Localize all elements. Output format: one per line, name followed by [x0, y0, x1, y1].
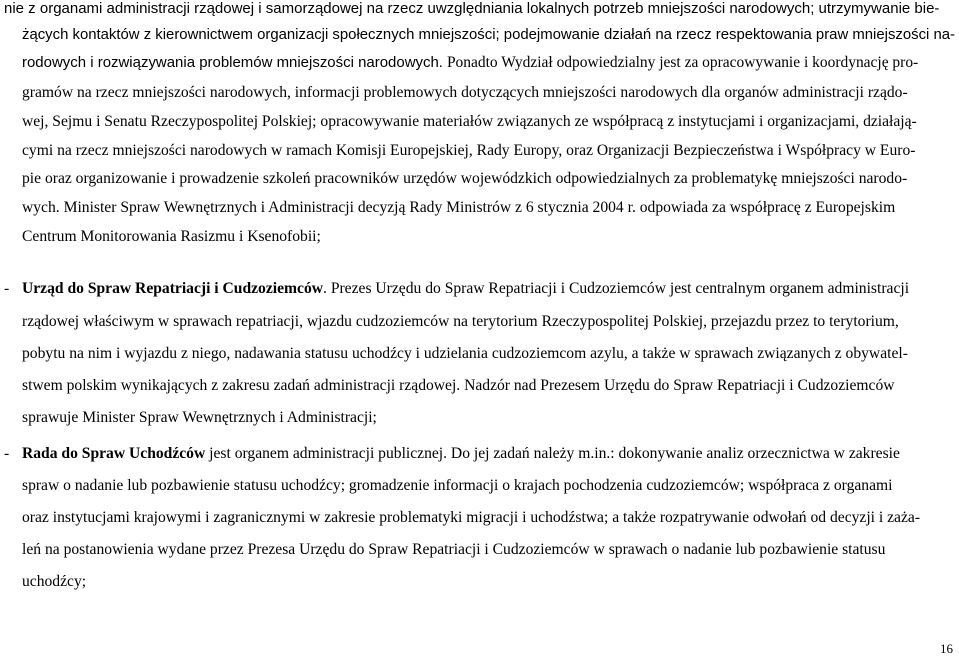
paragraph-2-bold-lead: Urząd do Spraw Repatriacji i Cudzoziemców	[22, 280, 324, 297]
paragraph-1-line-5: wej, Sejmu i Senatu Rzeczypospolitej Polskiej; opracowywanie materiałów związanych ze współpracą z instytucjami i organizacjami, działają-	[22, 113, 917, 130]
paragraph-2-line-3: pobytu na nim i wyjazdu z niego, nadawania statusu uchodźcy i udzielania cudzoziemcom azylu, a także w sprawach związanych z obywatel-	[22, 345, 908, 362]
paragraph-1-line-3-head: rodowych i rozwiązywania problemów mniejszości narodowych.	[22, 54, 443, 71]
paragraph-2-line-2: rządowej właściwym w sprawach repatriacji, wjazdu cudzoziemców na terytorium Rzeczypospolitej Polskiej, przejazdu przez to terytorium,	[22, 313, 899, 330]
paragraph-3-line-1	[22, 443, 900, 465]
page-number: 16	[940, 641, 953, 656]
paragraph-2-dash: -	[4, 280, 10, 297]
paragraph-2-line-1	[22, 278, 909, 300]
paragraph-3-line-2: spraw o nadanie lub pozbawienie statusu uchodźcy; gromadzenie informacji o krajach pochodzenia cudzoziemców; współpraca z organami	[22, 477, 893, 494]
paragraph-2-line-1-rest: . Prezes Urzędu do Spraw Repatriacji i Cudzoziemców jest centralnym organem administracji	[323, 280, 910, 297]
paragraph-1-line-4: gramów na rzecz mniejszości narodowych, informacji problemowych dotyczących mniejszości narodowych dla organów administracji rządo-	[22, 84, 908, 101]
paragraph-1-line-9: Centrum Monitorowania Rasizmu i Ksenofobii;	[22, 228, 321, 245]
paragraph-1-line-2: żących kontaktów z kierownictwem organizacji społecznych mniejszości; podejmowanie działań na rzecz respektowania praw mniejszości na-	[22, 26, 956, 43]
paragraph-1-line-3	[22, 52, 955, 74]
paragraph-3-line-3: oraz instytucjami krajowymi i zagranicznymi w zakresie problematyki migracji i uchodźstwa; a także rozpatrywanie odwołań od decyzji i zaża-	[22, 509, 921, 526]
paragraph-3-line-5: uchodźcy;	[22, 573, 87, 590]
paragraph-1-line-6: cymi na rzecz mniejszości narodowych w ramach Komisji Europejskiej, Rady Europy, oraz Organizacji Bezpieczeństwa i Współpracy w Euro-	[22, 142, 916, 159]
paragraph-2-line-5: sprawuje Minister Spraw Wewnętrznych i Administracji;	[22, 409, 377, 426]
paragraph-3-bold-lead: Rada do Spraw Uchodźców	[22, 445, 206, 462]
paragraph-3-line-4: leń na postanowienia wydane przez Prezesa Urzędu do Spraw Repatriacji i Cudzoziemców w sprawach o nadanie lub pozbawienie statusu	[22, 541, 886, 558]
paragraph-2-line-4: stwem polskim wynikających z zakresu zadań administracji rządowej. Nadzór nad Prezesem Urzędu do Spraw Repatriacji i Cudzoziemców	[22, 377, 895, 394]
paragraph-1-line-7: pie oraz organizowanie i prowadzenie szkoleń pracowników urzędów wojewódzkich odpowiedzialnych za problematykę mniejszości narodo-	[22, 170, 908, 187]
paragraph-1-line-3-tail: Ponadto Wydział odpowiedzialny jest za opracowywanie i koordynację pro-	[446, 54, 919, 71]
paragraph-3-line-1-rest: jest organem administracji publicznej. Do jej zadań należy m.in.: dokonywanie analiz orzecznictwa w zakresie	[205, 445, 900, 462]
paragraph-1-line-8: wych. Minister Spraw Wewnętrznych i Administracji decyzją Rady Ministrów z 6 stycznia 2004 r. odpowiada za współpracę z Europejskim	[22, 199, 896, 216]
paragraph-1-line-1: nie z organami administracji rządowej i samorządowej na rzecz uwzględniania lokalnych potrzeb mniejszości narodowych; utrzymywanie bie-	[4, 0, 940, 17]
paragraph-3-dash: -	[4, 445, 10, 462]
